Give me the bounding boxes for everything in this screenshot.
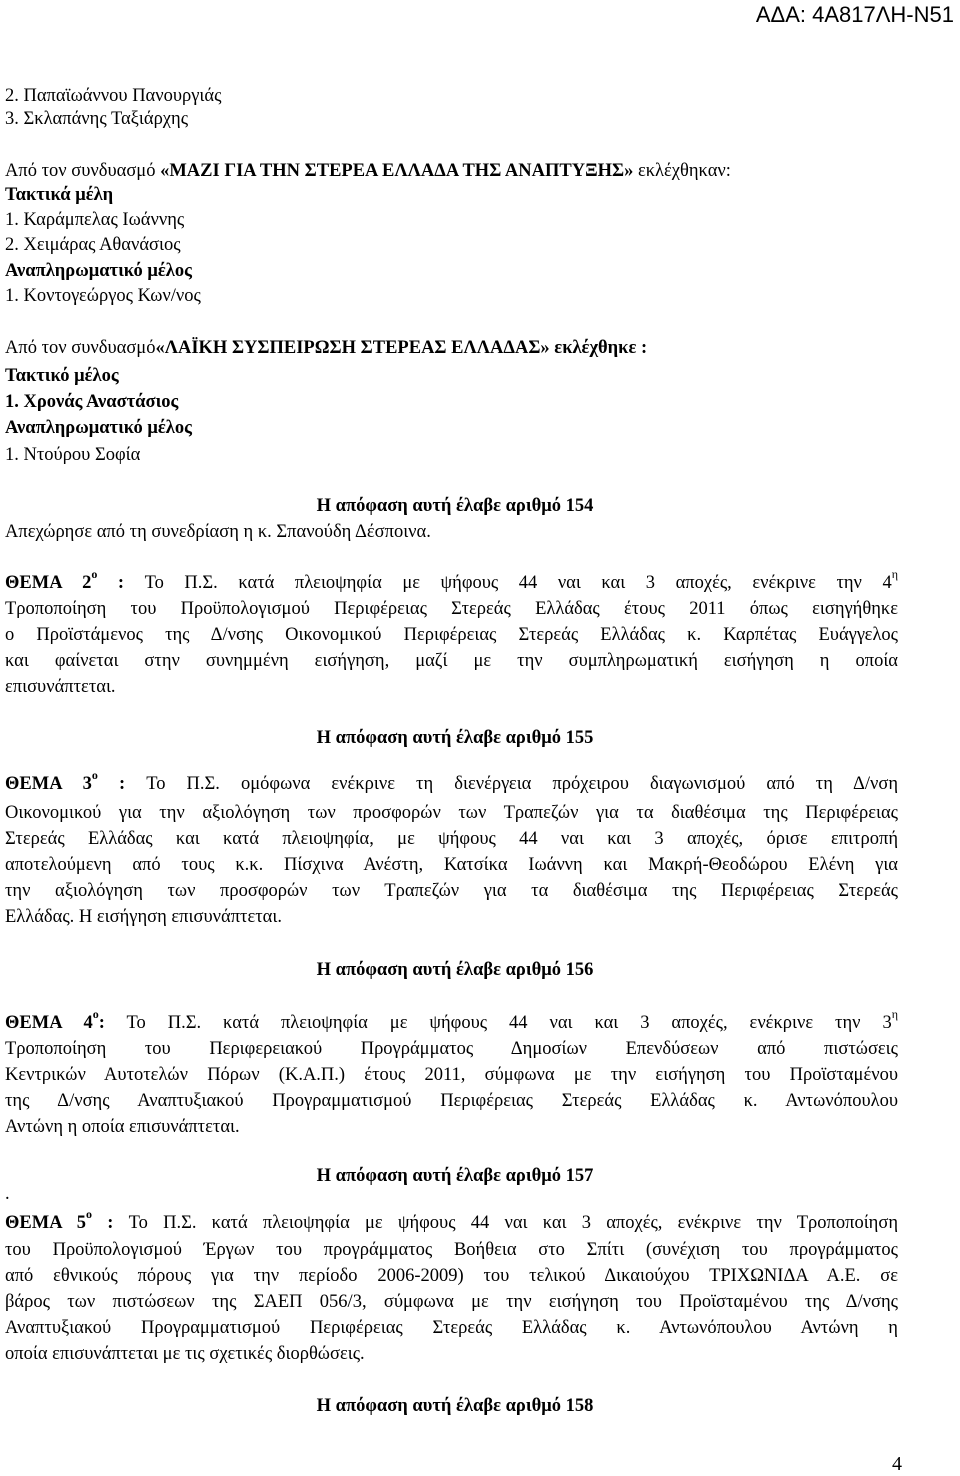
topic-2-line: επισυνάπτεται. xyxy=(5,677,116,697)
topic-3-line: αποτελούμενη από τους κ.κ. Πίσχινα Ανέστη, Κατσίκα Ιωάννη και Μακρή-Θεοδώρου Ελένη για xyxy=(5,855,898,875)
decision-154: Η απόφαση αυτή έλαβε αριθμό 154 xyxy=(316,496,594,516)
member-line: 1. Καράμπελας Ιωάννης xyxy=(5,210,185,230)
topic-3-line: Ελλάδας. Η εισήγηση επισυνάπτεται. xyxy=(5,907,282,927)
topic-3-line: Στερεάς Ελλάδας και κατά πλειοψηφία, με ψήφους 44 ναι και 3 αποχές, όρισε επιτροπή xyxy=(5,829,898,849)
decision-157: Η απόφαση αυτή έλαβε αριθμό 157 xyxy=(316,1166,594,1186)
member-line: 3. Σκλαπάνης Ταξιάρχης xyxy=(5,109,189,129)
topic-3-line: την αξιολόγηση των προσφορών των Τραπεζών για τα διαθέσιμα της Περιφέρειας Στερεάς xyxy=(5,881,898,901)
topic-4-line: Αντώνη η οποία επισυνάπτεται. xyxy=(5,1117,240,1137)
member-line: 2. Χειμάρας Αθανάσιος xyxy=(5,235,181,255)
regular-member-heading: Τακτικό μέλος xyxy=(5,366,119,386)
member-line: 1. Ντούρου Σοφία xyxy=(5,445,141,465)
topic-2-line-1: ΘΕΜΑ $2^o$ : Το Π.Σ. κατά πλειοψηφία με ψήφους 44 ναι και 3 αποχές, ενέκρινε την $4^\eta$ xyxy=(5,566,898,593)
coalition-1-name: «ΜΑΖΙ ΓΙΑ ΤΗΝ ΣΤΕΡΕΑ ΕΛΛΑΔΑ ΤΗΣ ΑΝΑΠΤΥΞΗΣ» xyxy=(160,161,634,181)
coalition-2-name: «ΛΑΪΚΗ ΣΥΣΠΕΙΡΩΣΗ ΣΤΕΡΕΑΣ ΕΛΛΑΔΑΣ» εκλέχθηκε : xyxy=(155,338,648,358)
topic-5-line: από εθνικούς πόρους για την περίοδο 2006-2009) του τελικού Δικαιούχου ΤΡΙΧΩΝΙΔΑ Α.Ε. σε xyxy=(5,1266,898,1286)
topic-5-label: ΘΕΜΑ $5^o$ : xyxy=(5,1206,129,1233)
ada-code: ΑΔΑ: 4Α817ΛΗ-Ν51 xyxy=(755,2,954,27)
topic-4-line-1: ΘΕΜΑ $4^o$: Το Π.Σ. κατά πλειοψηφία με ψήφους 44 ναι και 3 αποχές, ενέκρινε την $3^\eta$ xyxy=(5,1006,898,1033)
alternate-member-heading: Αναπληρωματικό μέλος xyxy=(5,261,192,281)
topic-5-line-1: ΘΕΜΑ $5^o$ : Το Π.Σ. κατά πλειοψηφία με ψήφους 44 ναι και 3 αποχές, ενέκρινε την Τροποποίηση xyxy=(5,1206,899,1233)
coalition-2-intro xyxy=(5,336,898,360)
stray-dot: . xyxy=(5,1184,10,1204)
departure-note: Απεχώρησε από τη συνεδρίαση η κ. Σπανούδη Δέσποινα. xyxy=(5,522,431,542)
topic-3-label: ΘΕΜΑ $3^o$ : xyxy=(5,767,147,794)
topic-4-line: Κεντρικών Αυτοτελών Πόρων (Κ.Α.Π.) έτους 2011, σύμφωνα με την εισήγηση του Προϊσταμένου xyxy=(5,1065,898,1085)
topic-2-label: ΘΕΜΑ $2^o$ : xyxy=(5,566,145,593)
member-line: 2. Παπαϊωάννου Πανουργιάς xyxy=(5,86,222,106)
topic-2-line: ο Προϊστάμενος της Δ/νσης Οικονομικού Περιφέρειας Στερεάς Ελλάδας κ. Καρπέτας Ευάγγελος xyxy=(5,625,898,645)
topic-3-line-1: ΘΕΜΑ $3^o$ : Το Π.Σ. ομόφωνα ενέκρινε τη διενέργεια πρόχειρου διαγωνισμού από τη Δ/νση xyxy=(5,767,898,794)
regular-members-heading: Τακτικά μέλη xyxy=(5,185,114,205)
coalition-1-intro xyxy=(5,159,898,183)
member-line: 1. Κοντογεώργος Κων/νος xyxy=(5,286,201,306)
topic-4-line: Τροποποίηση του Περιφερειακού Προγράμματος Δημοσίων Επενδύσεων από πιστώσεις xyxy=(5,1039,898,1059)
topic-5-line: οποία επισυνάπτεται με τις σχετικές διορθώσεις. xyxy=(5,1344,365,1364)
topic-4-line: της Δ/νσης Αναπτυξιακού Προγραμματισμού Περιφέρειας Στερεάς Ελλάδας κ. Αντωνόπουλου xyxy=(5,1091,898,1111)
topic-5-line: βάρος των πιστώσεων της ΣΑΕΠ 056/3, σύμφωνα με την εισήγηση του Προϊσταμένου της Δ/νσης xyxy=(5,1292,898,1312)
topic-5-line: Αναπτυξιακού Προγραμματισμού Περιφέρειας Στερεάς Ελλάδας κ. Αντωνόπουλου Αντώνη η xyxy=(5,1318,898,1338)
decision-158: Η απόφαση αυτή έλαβε αριθμό 158 xyxy=(316,1396,594,1416)
decision-156: Η απόφαση αυτή έλαβε αριθμό 156 xyxy=(316,960,594,980)
topic-2-line: και φαίνεται στην συνημμένη εισήγηση, μαζί με την συμπληρωματική εισήγηση η οποία xyxy=(5,651,898,671)
topic-3-line: Οικονομικού για την αξιολόγηση των προσφορών των Τραπεζών για τα διαθέσιμα της Περιφέρειας xyxy=(5,803,898,823)
page-number: 4 xyxy=(892,1453,902,1475)
member-line: 1. Χρονάς Αναστάσιος xyxy=(5,392,179,412)
alternate-member-heading: Αναπληρωματικό μέλος xyxy=(5,418,192,438)
coalition-1-pre: Από τον συνδυασμό xyxy=(5,161,161,181)
coalition-1-post: εκλέχθηκαν: xyxy=(633,161,731,181)
topic-5-line: του Προϋπολογισμού Έργων του προγράμματος Βοήθεια στο Σπίτι (συνέχιση του προγράμματος xyxy=(5,1240,898,1260)
topic-2-line: Τροποποίηση του Προϋπολογισμού Περιφέρειας Στερεάς Ελλάδας έτους 2011 όπως εισηγήθηκε xyxy=(5,599,898,619)
decision-155: Η απόφαση αυτή έλαβε αριθμό 155 xyxy=(316,728,594,748)
topic-4-label: ΘΕΜΑ $4^o$: xyxy=(5,1006,105,1033)
coalition-2-pre: Από τον συνδυασμό xyxy=(5,338,156,358)
